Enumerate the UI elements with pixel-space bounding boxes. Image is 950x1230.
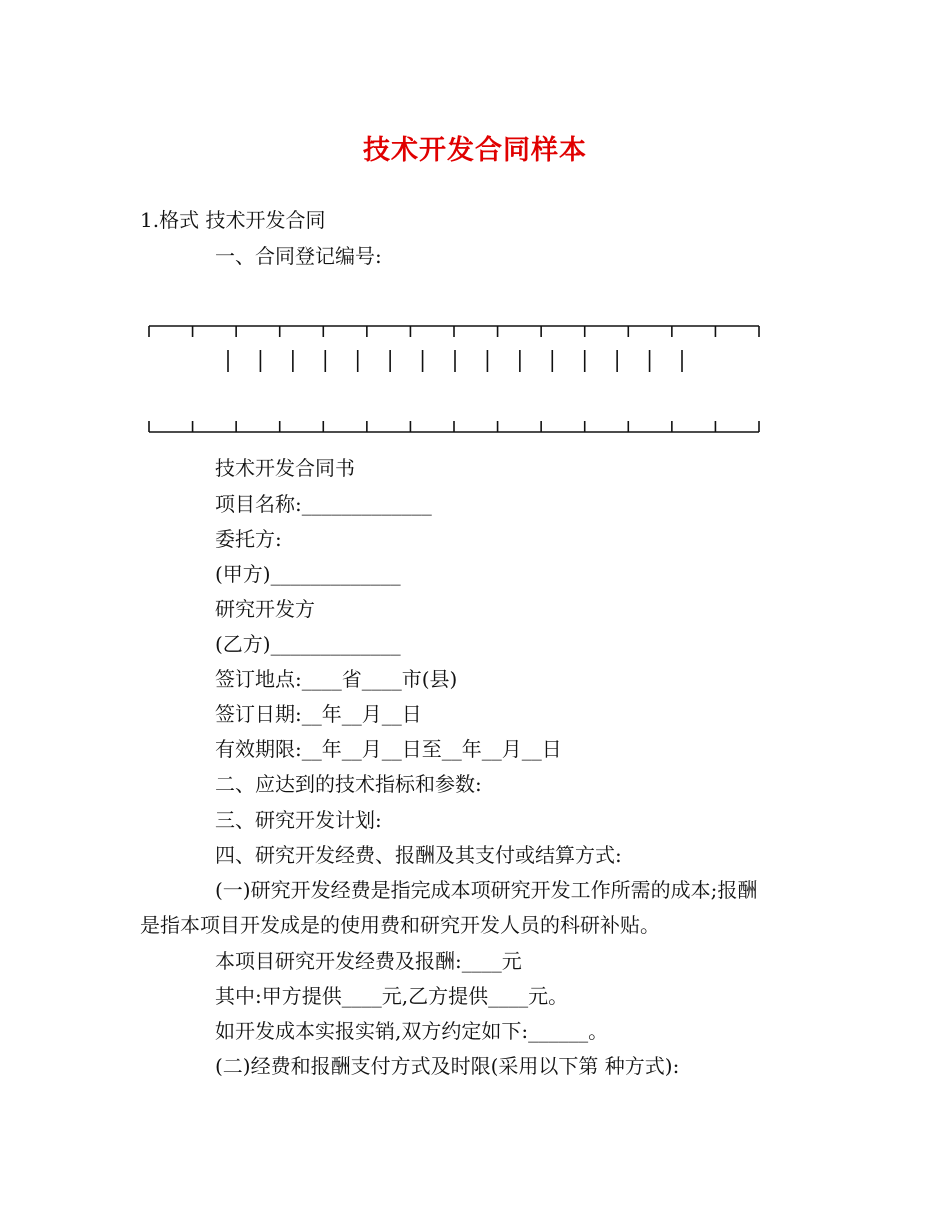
format-heading: 1.格式 技术开发合同 <box>140 208 326 232</box>
contract-line: 研究开发方 <box>215 597 315 621</box>
contract-line: 有效期限:__年__月__日至__年__月__日 <box>215 737 562 761</box>
page-title: 技术开发合同样本 <box>363 135 587 166</box>
contract-line: (甲方)_____________ <box>215 562 401 586</box>
registration-number-grid <box>0 0 950 460</box>
contract-line: 三、研究开发计划: <box>215 808 382 832</box>
contract-line: 本项目研究开发经费及报酬:____元 <box>215 949 522 973</box>
contract-line-continuation: 是指本项目开发成是的使用费和研究开发人员的科研补贴。 <box>140 913 660 937</box>
contract-line: 四、研究开发经费、报酬及其支付或结算方式: <box>215 843 622 867</box>
contract-line: (二)经费和报酬支付方式及时限(采用以下第 种方式): <box>215 1054 680 1078</box>
contract-line: (乙方)_____________ <box>215 632 401 656</box>
contract-line: 技术开发合同书 <box>215 456 355 480</box>
contract-line: 委托方: <box>215 527 282 551</box>
contract-line: 签订日期:__年__月__日 <box>215 702 422 726</box>
registration-label: 一、合同登记编号: <box>215 244 382 268</box>
contract-line: 其中:甲方提供____元,乙方提供____元。 <box>215 984 569 1008</box>
contract-line: 如开发成本实报实销,双方约定如下:______。 <box>215 1019 609 1043</box>
contract-line: 项目名称:_____________ <box>215 492 432 516</box>
contract-line: (一)研究开发经费是指完成本项研究开发工作所需的成本;报酬 <box>215 878 758 902</box>
contract-line: 二、应达到的技术指标和参数: <box>215 772 482 796</box>
contract-line: 签订地点:____省____市(县) <box>215 667 458 691</box>
